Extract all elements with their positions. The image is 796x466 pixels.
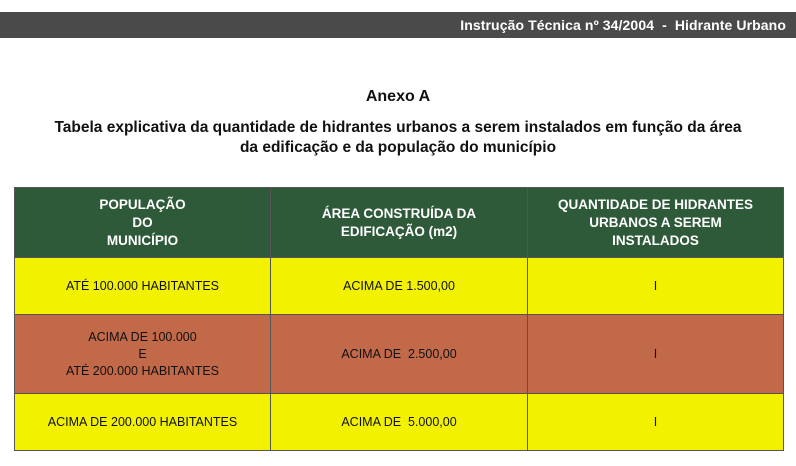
population-cell [15, 258, 271, 315]
area-cell: ACIMA DE 5.000,00 [271, 394, 528, 451]
area-cell: ACIMA DE 1.500,00 [271, 258, 528, 315]
quantity-cell: I [528, 258, 784, 315]
table-row [15, 394, 784, 451]
header-quantity-line: URBANOS A SEREM [589, 214, 722, 230]
hydrant-table [14, 187, 784, 451]
population-line: ATÉ 200.000 HABITANTES [65, 363, 220, 378]
annex-title: Anexo A [365, 88, 431, 105]
annex-subtitle [0, 118, 796, 158]
population-line: ACIMA DE 200.000 HABITANTES [47, 414, 238, 429]
document-header-title: Instrução Técnica nº 34/2004 - Hidrante Urbano [460, 17, 786, 33]
quantity-cell: I [528, 315, 784, 394]
population-line: ACIMA DE 100.000 [88, 329, 197, 344]
quantity-cell: I [528, 394, 784, 451]
header-area-line: ÁREA CONSTRUÍDA DA [321, 205, 477, 221]
population-line: E [138, 346, 147, 361]
annex-subtitle-line-1: Tabela explicativa da quantidade de hidrantes urbanos a serem instalados em função da área [54, 119, 742, 136]
document-header-bar [0, 12, 796, 38]
population-line: ATÉ 100.000 HABITANTES [65, 278, 220, 293]
header-quantity [528, 188, 784, 258]
table-header-row [15, 188, 784, 258]
population-cell [15, 394, 271, 451]
header-quantity-line: INSTALADOS [612, 232, 699, 248]
header-area-line: EDIFICAÇÃO (m2) [340, 223, 458, 239]
header-population-line: POPULAÇÃO [99, 196, 186, 212]
header-population [15, 188, 271, 258]
population-cell [15, 315, 271, 394]
header-quantity-line: QUANTIDADE DE HIDRANTES [557, 196, 753, 212]
area-cell: ACIMA DE 2.500,00 [271, 315, 528, 394]
header-population-line: MUNICÍPIO [106, 232, 179, 248]
table-row [15, 258, 784, 315]
header-population-line: DO [132, 214, 153, 230]
table-row [15, 315, 784, 394]
header-area [271, 188, 528, 258]
annex-subtitle-line-2: da edificação e da população do município [239, 139, 557, 156]
